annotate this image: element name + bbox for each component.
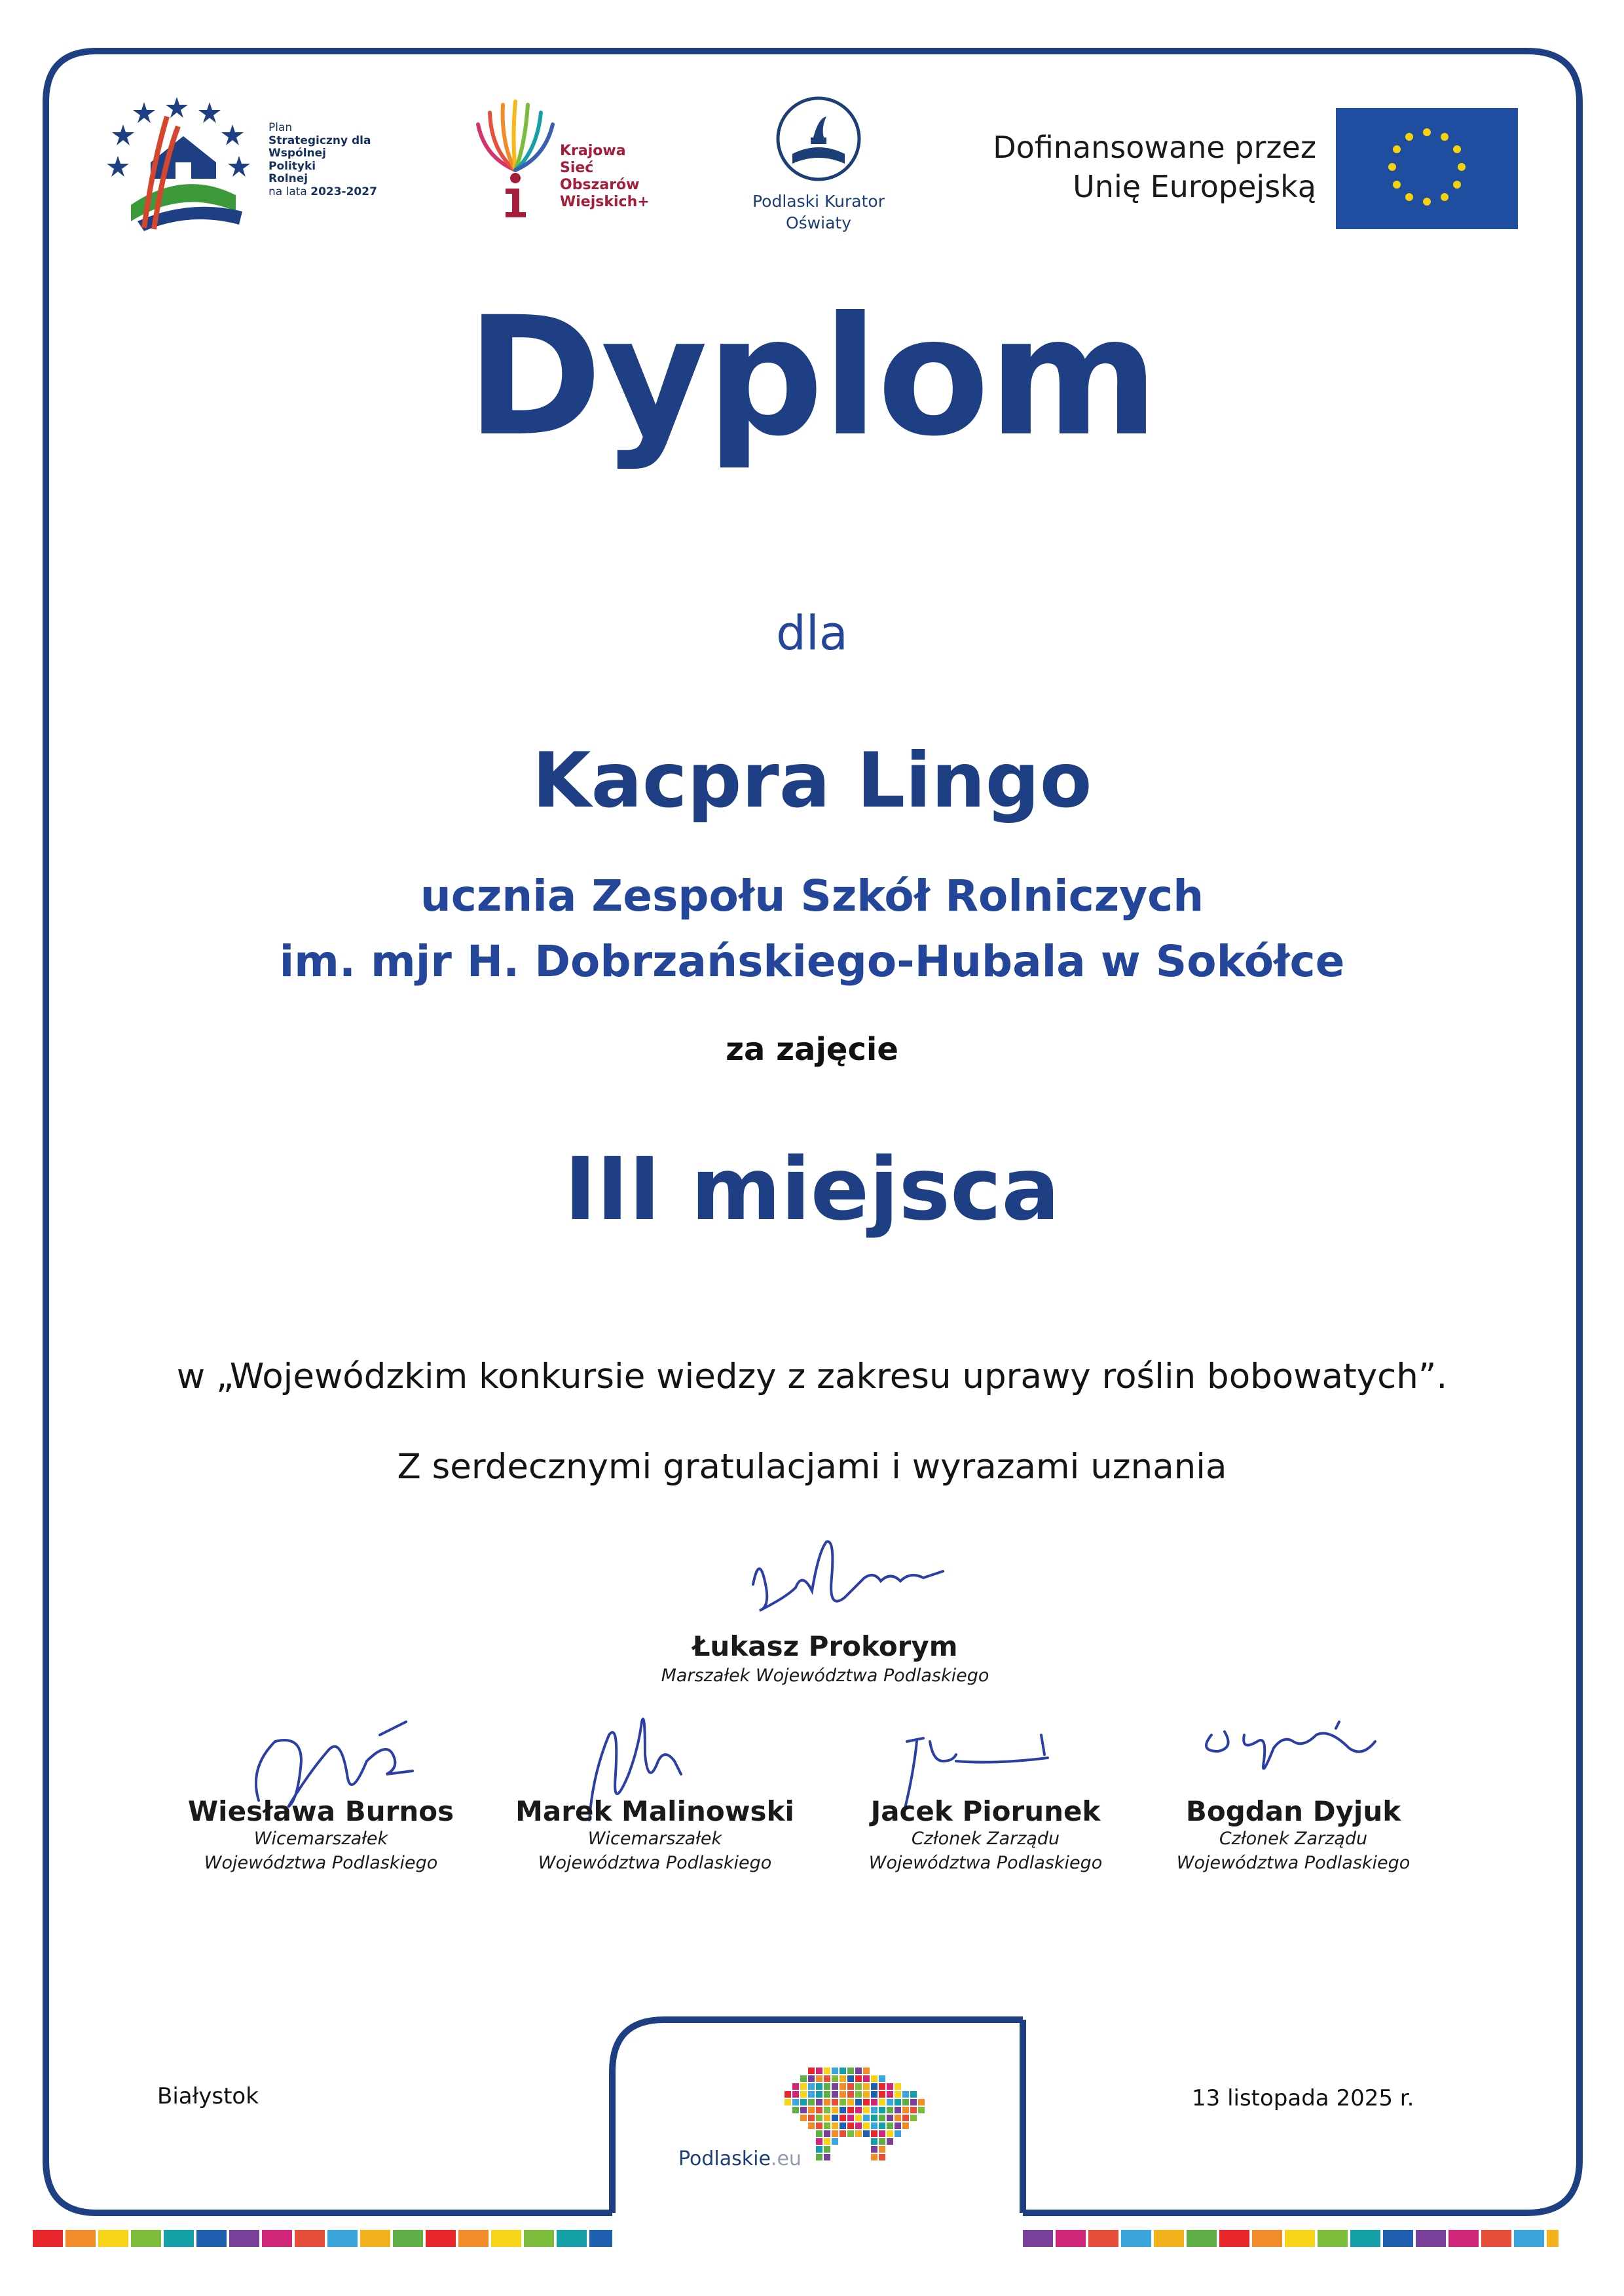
bison-mosaic-tile	[816, 2107, 822, 2113]
stripe-segment	[1121, 2230, 1151, 2247]
bison-mosaic-tile	[895, 2115, 901, 2121]
bison-mosaic-tile	[863, 2075, 870, 2082]
stripe-segment	[1449, 2230, 1479, 2247]
bison-mosaic-tile	[816, 2068, 822, 2074]
bison-mosaic-tile	[871, 2107, 877, 2113]
ksow-line-3: Obszarów	[560, 176, 640, 193]
recipient-name: Kacpra Lingo	[532, 737, 1092, 825]
for-label: dla	[776, 606, 848, 661]
stripe-segment	[1252, 2230, 1282, 2247]
school-line-2: im. mjr H. Dobrzańskiego-Hubala w Sokółce	[279, 936, 1345, 987]
stripe-segment	[164, 2230, 194, 2247]
cap-plan-logo-text	[268, 122, 406, 198]
bison-mosaic-tile	[824, 2091, 830, 2098]
ksow-logo-icon	[471, 98, 560, 223]
stripe-segment	[589, 2230, 612, 2247]
bison-mosaic-tile	[800, 2075, 807, 2082]
stripe-segment	[1219, 2230, 1249, 2247]
stripe-segment	[491, 2230, 521, 2247]
stripe-segment	[393, 2230, 423, 2247]
podlaskie-brand-label	[678, 2147, 802, 2170]
bison-mosaic-tile	[832, 2075, 838, 2082]
bison-mosaic-tile	[824, 2099, 830, 2105]
kurator-logo-text	[740, 191, 897, 234]
bison-mosaic-tile	[847, 2115, 854, 2121]
main-signatory-role: Marszałek Województwa Podlaskiego	[661, 1666, 989, 1686]
cap-line-2: Strategiczny dla	[268, 134, 371, 147]
colour-stripe-border	[0, 2227, 1624, 2251]
bison-mosaic-tile	[879, 2146, 885, 2153]
bison-mosaic-tile	[855, 2068, 862, 2074]
bison-mosaic-tile	[879, 2107, 885, 2113]
bison-mosaic-tile	[832, 2083, 838, 2090]
stripe-segment	[1154, 2230, 1184, 2247]
ksow-line-2: Sieć	[560, 159, 594, 176]
bison-mosaic-tile	[863, 2107, 870, 2113]
kurator-line-1: Podlaski Kurator	[752, 192, 885, 211]
bison-mosaic-tile	[895, 2107, 901, 2113]
stripe-segment	[1383, 2230, 1413, 2247]
congratulations-text: Z serdecznymi gratulacjami i wyrazami uznania	[397, 1447, 1227, 1487]
bison-mosaic-tile	[816, 2123, 822, 2129]
bison-mosaic-tile	[847, 2075, 854, 2082]
bison-mosaic-tile	[808, 2075, 815, 2082]
stripe-segment	[65, 2230, 96, 2247]
bison-mosaic-tile	[816, 2154, 822, 2160]
stripe-segment	[524, 2230, 554, 2247]
signatory-2-role-line-2: Województwa Podlaskiego	[538, 1853, 772, 1873]
bison-mosaic-tile	[816, 2138, 822, 2145]
bison-mosaic-tile	[879, 2138, 885, 2145]
signature-dyjuk	[1206, 1722, 1375, 1768]
bison-mosaic-tile	[832, 2115, 838, 2121]
signature-burnos	[256, 1722, 413, 1807]
bison-mosaic-tile	[855, 2075, 862, 2082]
bison-mosaic-tile	[840, 2130, 846, 2137]
bison-mosaic-tile	[800, 2091, 807, 2098]
bison-mosaic-tile	[863, 2123, 870, 2129]
ksow-line-1: Krajowa	[560, 143, 626, 159]
bison-mosaic-tile	[887, 2130, 893, 2137]
bison-mosaic-tile	[840, 2123, 846, 2129]
bison-mosaic-tile	[879, 2099, 885, 2105]
school-line-1: ucznia Zespołu Szkół Rolniczych	[420, 871, 1204, 921]
bison-mosaic-tile	[847, 2083, 854, 2090]
bison-mosaic-tile	[871, 2154, 877, 2160]
signatory-4-role-line-1: Członek Zarządu	[1219, 1829, 1368, 1849]
signatory-1-role-line-1: Wicemarszałek	[253, 1829, 388, 1849]
bison-mosaic-tile	[847, 2107, 854, 2113]
bison-mosaic-tile	[871, 2130, 877, 2137]
bison-mosaic-tile	[895, 2130, 901, 2137]
bison-mosaic-tile	[816, 2130, 822, 2137]
stripe-segment	[1416, 2230, 1446, 2247]
award-intro: za zajęcie	[726, 1031, 898, 1068]
stripe-segment	[426, 2230, 456, 2247]
ksow-logo-text	[560, 143, 665, 211]
bison-mosaic-tile	[824, 2075, 830, 2082]
stripe-segment	[196, 2230, 227, 2247]
bison-mosaic-tile	[879, 2123, 885, 2129]
bison-mosaic-tile	[879, 2115, 885, 2121]
bison-mosaic-tile	[824, 2146, 830, 2153]
bison-mosaic-tile	[902, 2115, 909, 2121]
bison-mosaic-tile	[863, 2091, 870, 2098]
signatory-3-role-line-2: Województwa Podlaskiego	[868, 1853, 1103, 1873]
signatory-2-role-line-1: Wicemarszałek	[587, 1829, 722, 1849]
bison-mosaic-tile	[840, 2075, 846, 2082]
kurator-emblem-icon	[773, 92, 864, 190]
bison-mosaic-tile	[800, 2107, 807, 2113]
signatory-1-role-line-2: Województwa Podlaskiego	[204, 1853, 438, 1873]
diploma-title: Dyplom	[466, 282, 1158, 472]
bison-mosaic-tile	[784, 2099, 791, 2105]
bison-mosaic-tile	[824, 2154, 830, 2160]
bison-mosaic-tile	[847, 2099, 854, 2105]
stripe-segment	[1023, 2230, 1053, 2247]
cap-line-6	[268, 186, 406, 199]
bison-mosaic-tile	[792, 2099, 799, 2105]
stripe-segment	[360, 2230, 390, 2247]
bison-mosaic-tile	[808, 2123, 815, 2129]
signatory-4-role-line-2: Województwa Podlaskiego	[1176, 1853, 1411, 1873]
stripe-segment	[33, 2230, 63, 2247]
bison-mosaic-tile	[918, 2099, 925, 2105]
bison-mosaic-tile	[895, 2091, 901, 2098]
stripe-segment	[1285, 2230, 1315, 2247]
stripe-segment	[1514, 2230, 1544, 2247]
eu-funding-line-2: Unię Europejską	[1073, 168, 1316, 204]
stripe-segment	[458, 2230, 489, 2247]
bison-mosaic-tile	[784, 2091, 791, 2098]
cap-plan-logo-icon	[105, 90, 262, 234]
bison-mosaic-tile	[832, 2138, 838, 2145]
bison-mosaic-tile	[808, 2068, 815, 2074]
bison-mosaic-tile	[840, 2099, 846, 2105]
eu-funding-line-1: Dofinansowane przez	[993, 130, 1316, 165]
bison-mosaic-tile	[824, 2130, 830, 2137]
bison-mosaic-tile	[855, 2099, 862, 2105]
bison-mosaic-tile	[902, 2123, 909, 2129]
podlaskie-brand-suffix: .eu	[770, 2147, 802, 2170]
bison-mosaic-tile	[855, 2130, 862, 2137]
eu-flag-icon	[1336, 108, 1518, 229]
bison-mosaic-tile	[871, 2099, 877, 2105]
bison-mosaic-tile	[879, 2091, 885, 2098]
bison-mosaic-tile	[879, 2154, 885, 2160]
stripe-segment	[295, 2230, 325, 2247]
bison-mosaic-tile	[808, 2083, 815, 2090]
bison-mosaic-tile	[871, 2146, 877, 2153]
bison-mosaic-tile	[902, 2107, 909, 2113]
stripe-segment	[131, 2230, 161, 2247]
bison-mosaic-tile	[910, 2115, 917, 2121]
bison-mosaic-tile	[847, 2091, 854, 2098]
bison-mosaic-tile	[824, 2123, 830, 2129]
bison-mosaic-tile	[887, 2123, 893, 2129]
bison-mosaic-tile	[824, 2083, 830, 2090]
city-label: Białystok	[157, 2083, 259, 2109]
cap-period-prefix: na lata	[268, 185, 307, 198]
signatory-1-name: Wiesława Burnos	[187, 1795, 454, 1827]
stripe-segment	[1547, 2230, 1559, 2247]
bison-mosaic-tile	[895, 2083, 901, 2090]
bison-mosaic-tile	[808, 2115, 815, 2121]
bison-mosaic-tile	[832, 2091, 838, 2098]
cap-line-5: Rolnej	[268, 172, 308, 186]
bison-mosaic-tile	[863, 2099, 870, 2105]
bison-mosaic-tile	[871, 2138, 877, 2145]
bison-mosaic-tile	[792, 2091, 799, 2098]
cap-period: 2023-2027	[310, 185, 377, 198]
stripe-segment	[1088, 2230, 1118, 2247]
stripe-segment	[262, 2230, 292, 2247]
bison-mosaic-tile	[871, 2091, 877, 2098]
bison-mosaic-tile	[910, 2091, 917, 2098]
bison-mosaic-tile	[816, 2115, 822, 2121]
bison-mosaic-tile	[855, 2123, 862, 2129]
bison-mosaic-tile	[840, 2107, 846, 2113]
bison-mosaic-tile	[847, 2068, 854, 2074]
bison-mosaic-tile	[855, 2107, 862, 2113]
bison-mosaic-tile	[808, 2091, 815, 2098]
bison-mosaic-tile	[902, 2099, 909, 2105]
stripe-segment	[98, 2230, 128, 2247]
bison-mosaic-tile	[887, 2115, 893, 2121]
stripe-segment	[1056, 2230, 1086, 2247]
bison-mosaic-tile	[895, 2123, 901, 2129]
bison-mosaic-tile	[840, 2115, 846, 2121]
bison-mosaic-tile	[840, 2068, 846, 2074]
bison-mosaic-tile	[871, 2123, 877, 2129]
bison-mosaic-tile	[840, 2091, 846, 2098]
signatory-4-name: Bogdan Dyjuk	[1185, 1795, 1401, 1827]
cap-line-3: Wspólnej	[268, 147, 327, 160]
eu-funding-text	[930, 128, 1316, 207]
bison-mosaic-tile	[832, 2130, 838, 2137]
bison-mosaic-tile	[800, 2083, 807, 2090]
bison-mosaic-tile	[808, 2099, 815, 2105]
bison-mosaic-tile	[824, 2115, 830, 2121]
bison-mosaic-tile	[871, 2083, 877, 2090]
bison-mosaic-tile	[832, 2099, 838, 2105]
bison-mosaic-tile	[887, 2091, 893, 2098]
bison-mosaic-tile	[832, 2068, 838, 2074]
bison-mosaic-tile	[808, 2107, 815, 2113]
bison-mosaic-tile	[824, 2138, 830, 2145]
stripe-segment	[1481, 2230, 1511, 2247]
stripe-segment	[1187, 2230, 1217, 2247]
podlaskie-brand: Podlaskie	[678, 2147, 771, 2170]
bison-mosaic-tile	[871, 2075, 877, 2082]
bison-mosaic-tile	[871, 2115, 877, 2121]
podlaskie-bison-logo-icon	[779, 2062, 936, 2187]
bison-mosaic-tile	[902, 2091, 909, 2098]
main-signatory-name: Łukasz Prokorym	[692, 1630, 958, 1662]
bison-mosaic-tile	[879, 2130, 885, 2137]
signatory-3-name: Jacek Piorunek	[870, 1795, 1101, 1827]
bison-mosaic-tile	[816, 2091, 822, 2098]
bison-mosaic-tile	[887, 2099, 893, 2105]
bison-mosaic-tile	[895, 2099, 901, 2105]
award-place: III miejsca	[564, 1139, 1060, 1240]
stripe-segment	[557, 2230, 587, 2247]
kurator-line-2: Oświaty	[785, 213, 851, 232]
bison-mosaic-tile	[816, 2075, 822, 2082]
bison-mosaic-tile	[918, 2107, 925, 2113]
bison-mosaic-tile	[863, 2130, 870, 2137]
bison-mosaic-tile	[910, 2099, 917, 2105]
issue-date: 13 listopada 2025 r.	[1192, 2085, 1414, 2111]
bison-mosaic-tile	[887, 2138, 893, 2145]
bison-mosaic-tile	[824, 2068, 830, 2074]
bison-mosaic-tile	[824, 2107, 830, 2113]
bison-mosaic-tile	[792, 2083, 799, 2090]
bison-mosaic-tile	[855, 2083, 862, 2090]
bison-mosaic-tile	[910, 2107, 917, 2113]
bison-mosaic-tile	[800, 2115, 807, 2121]
bison-mosaic-tile	[887, 2107, 893, 2113]
bison-mosaic-tile	[840, 2083, 846, 2090]
bison-mosaic-tile	[816, 2099, 822, 2105]
stripe-segment	[1318, 2230, 1348, 2247]
bison-mosaic-tile	[879, 2083, 885, 2090]
bison-mosaic-tile	[792, 2107, 799, 2113]
bison-mosaic-tile	[832, 2107, 838, 2113]
ksow-line-4: Wiejskich+	[560, 193, 650, 210]
bison-mosaic-tile	[863, 2083, 870, 2090]
signatory-3-role-line-1: Członek Zarządu	[911, 1829, 1060, 1849]
signature-prokorym	[753, 1542, 943, 1611]
stripe-segment	[229, 2230, 259, 2247]
bison-mosaic-tile	[879, 2075, 885, 2082]
cap-line-1: Plan	[268, 121, 293, 134]
bison-mosaic-tile	[863, 2115, 870, 2121]
bison-mosaic-tile	[855, 2115, 862, 2121]
bison-mosaic-tile	[855, 2091, 862, 2098]
bison-mosaic-tile	[832, 2123, 838, 2129]
bison-mosaic-tile	[800, 2099, 807, 2105]
signatory-2-name: Marek Malinowski	[515, 1795, 794, 1827]
stripe-segment	[327, 2230, 358, 2247]
bison-mosaic-tile	[847, 2123, 854, 2129]
bison-mosaic-tile	[887, 2083, 893, 2090]
bison-mosaic-tile	[847, 2130, 854, 2137]
cap-line-4: Polityki	[268, 159, 316, 173]
bison-mosaic-tile	[863, 2068, 870, 2074]
bison-mosaic-tile	[816, 2146, 822, 2153]
competition-name: w „Wojewódzkim konkursie wiedzy z zakresu uprawy roślin bobowatych”.	[176, 1357, 1448, 1396]
stripe-segment	[1350, 2230, 1380, 2247]
bison-mosaic-tile	[816, 2083, 822, 2090]
